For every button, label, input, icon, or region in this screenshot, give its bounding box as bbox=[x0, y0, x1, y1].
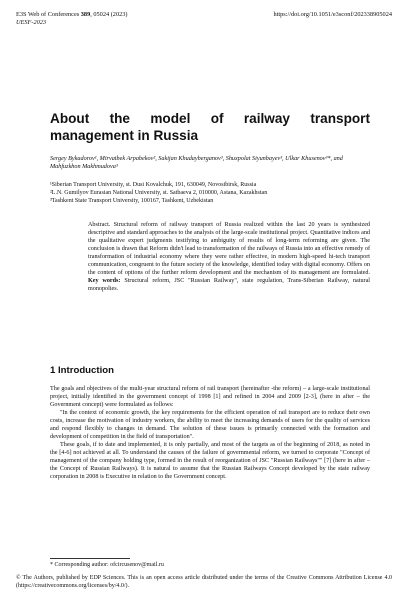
paragraph: These goals, if to date and implemented, it is only partially, and most of the targets as of the beginning of 2018, as noted in the [4-6] not achieved at all. To understand the causes of the failure of governmental reform, we turned to corporate "Concept of management of the company holding type, formed in the result of reorganization of JSC "Russian Railways"" [7] (here in after – the Concept of Russian Railways). It is natural to assume that the Russian Railways Concept developed by the state railway corporation in 2008 is Executive in relation to the Government concept. bbox=[50, 442, 370, 480]
journal-volume: 389 bbox=[80, 11, 91, 18]
affiliation-2: ²L.N. Gumilyov Eurasian National University, st. Satbaeva 2, 010000, Astana, Kazakhstan bbox=[50, 190, 268, 196]
doi-link[interactable]: https://doi.org/10.1051/e3sconf/202338905024 bbox=[273, 11, 392, 18]
affiliations bbox=[50, 181, 370, 205]
paper-title: About the model of railway transport management in Russia bbox=[50, 111, 370, 143]
keywords-text: Structural reform, JSC "Russian Railway", state regulation, Trans-Siberian Railway, natural monopolies. bbox=[88, 277, 370, 292]
section-heading: 1 Introduction bbox=[50, 365, 114, 376]
paragraph: "In the context of economic growth, the key requirements for the efficient operation of rail transport are to reduce their own costs, increase the motivation of industry workers, the ability to meet the increasing demands of users for the quality of services and respond flexibly to changes in demand. The solution of these issues is primarily connected with the formation and development of competition in the field of transportation". bbox=[50, 410, 370, 440]
license-footer: © The Authors, published by EDP Sciences. This is an open access article distributed under the terms of the Creative Commons Attribution License 4.0 (https://creativecommons.org/licenses/by/4.0/). bbox=[16, 575, 392, 589]
article-number: , 05024 (2023) bbox=[90, 11, 128, 18]
abstract bbox=[88, 222, 370, 294]
affiliation-1: ¹Siberian Transport University, st. Dusi Kovalchuk, 191, 630049, Novosibirsk, Russia bbox=[50, 182, 257, 188]
footnote-rule bbox=[50, 558, 130, 559]
paragraph: The goals and objectives of the multi-year structural reform of rail transport (hereinafter -the reform) – a large-scale institutional project, initially identified in the government concept of 1998 [1] and refined in 2004 and 2009 [2-3], (here in after – the Government concept) were formulated as follows: bbox=[50, 386, 370, 408]
affiliation-3: ³Tashkent State Transport University, 100167, Tashkent, Uzbekistan bbox=[50, 198, 214, 204]
journal-name: E3S Web of Conferences bbox=[16, 11, 80, 18]
section-body bbox=[50, 385, 370, 481]
conference-name: UESF-2023 bbox=[16, 19, 47, 26]
corresponding-author-footnote: * Corresponding author: ofcircusenov@mail.ru bbox=[50, 562, 164, 568]
journal-line bbox=[16, 11, 128, 19]
author-list: Sergey Bykadorov¹, Mirvatbek Arpabekov², Sakijan Khudayberganov³, Shuxpolat Siyunbayev³, Ulkar Khusenov³*, and Mahfuzkhon Makhmudova³ bbox=[50, 155, 343, 171]
abstract-text: Abstract. Structural reform of railway transport of Russia realized within the last 20 years is synthesized descriptive and standard approaches to the analysis of the large-scale institutional project. Quantitative indices and the qualitative expert judgments testifying to ambiguity of results of long-term reforming are given. The conclusion is drawn that Reform didn't lead to transformation of the railways of Russia into an effective remedy of transformation of industrial economy where they were rather effective, in modern high-speed hi-tech transport communication, congruent to the future society of the knowledge, identified today with digital economy. Offers on the content of options of the further reform development and the mechanism of its management are formulated. bbox=[88, 222, 370, 276]
keywords-label: Key words: bbox=[88, 277, 121, 284]
running-header bbox=[16, 11, 392, 27]
